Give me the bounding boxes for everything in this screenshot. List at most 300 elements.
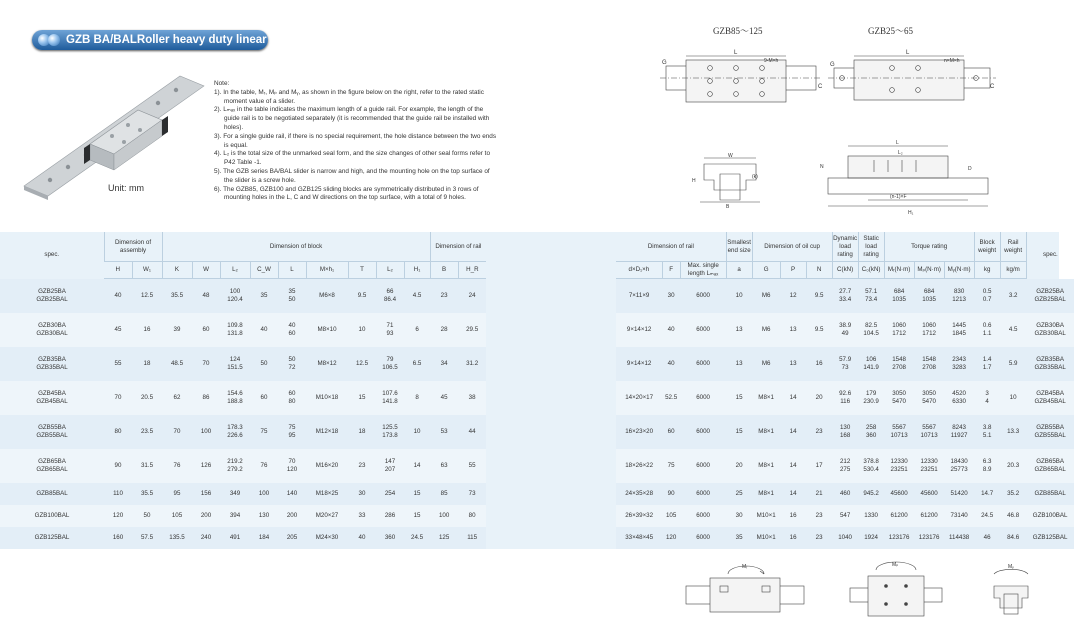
cell-value: 14×20×17: [625, 393, 654, 401]
cell-value: 14: [789, 489, 797, 497]
cell-value: GZB30BA GZB30BAL: [1034, 321, 1066, 337]
table-cell-c0: [858, 505, 884, 527]
cell-value: 38: [468, 393, 476, 401]
table-cell-kgm: [1000, 381, 1026, 415]
table-cell-ddh: [616, 483, 662, 505]
cell-value: 286: [384, 511, 396, 519]
table-cell-w: [192, 313, 220, 347]
column-gap: [486, 381, 616, 415]
cell-value: 12330 23251: [890, 457, 908, 473]
table-cell-w: [192, 527, 220, 549]
table-cell-p: [780, 279, 806, 313]
table-cell-p: [780, 505, 806, 527]
table-cell-k: [162, 415, 192, 449]
cell-value: 140: [286, 489, 298, 497]
cell-value: 3.8 5.1: [982, 423, 992, 439]
table-cell-h: [104, 505, 132, 527]
table-cell-h1: [404, 505, 430, 527]
cell-value: 20.5: [140, 393, 154, 401]
table-cell-l2b: [376, 505, 404, 527]
table-cell-kgm: [1000, 279, 1026, 313]
table-cell-l: [278, 415, 306, 449]
table-cell-mr: [884, 527, 914, 549]
table-cell-h: [104, 279, 132, 313]
col-group-torque: Torque rating: [884, 232, 974, 262]
cell-value: GZB45BA GZB45BAL: [1034, 389, 1066, 405]
cell-value: 8243 11927: [950, 423, 968, 439]
cell-value: 90: [114, 461, 122, 469]
table-cell-h: [104, 483, 132, 505]
notes-block: [214, 80, 498, 203]
table-cell-l2b: [376, 527, 404, 549]
cell-value: 254: [384, 489, 396, 497]
table-row: [0, 347, 1074, 381]
cell-value: 9×14×12: [626, 359, 652, 367]
col-header-spec: spec.: [44, 251, 60, 259]
table-cell-cw: [250, 505, 278, 527]
cell-value: 55: [468, 461, 476, 469]
table-cell-mr: [884, 415, 914, 449]
table-cell-mh: [306, 381, 348, 415]
cell-value: 107.6 141.8: [382, 389, 398, 405]
table-cell-kg: [974, 505, 1000, 527]
table-cell-mr: [884, 381, 914, 415]
cell-value: 35.5: [140, 489, 154, 497]
col-header: L₂: [220, 262, 250, 279]
table-cell-w1: [132, 483, 162, 505]
cell-value: 35.2: [1007, 489, 1020, 497]
cell-value: GZB65BA GZB65BAL: [36, 457, 68, 473]
table-cell-spec: [0, 347, 104, 381]
cell-value: 1060 1712: [892, 321, 906, 337]
cell-value: 13: [789, 359, 797, 367]
table-cell-mp: [914, 527, 944, 549]
col-header: K: [162, 262, 192, 279]
cell-value: M8×1: [758, 489, 774, 497]
table-cell-h: [104, 381, 132, 415]
table-cell-b: [430, 279, 458, 313]
cell-value: 23: [815, 427, 823, 435]
table-cell-cw: [250, 381, 278, 415]
col-header: N: [806, 262, 832, 279]
cell-value: 6000: [696, 461, 710, 469]
cell-value: GZB125BAL: [1032, 533, 1068, 541]
cell-value: 12330 23251: [920, 457, 938, 473]
cell-value: 123176: [888, 533, 910, 541]
table-cell-mp: [914, 505, 944, 527]
moment-yaw-drawing: [986, 560, 1036, 622]
cell-value: 85: [440, 489, 448, 497]
table-cell-l: [278, 505, 306, 527]
cell-value: 360: [384, 533, 396, 541]
moment-label: Mₚ: [892, 562, 899, 568]
table-cell-my: [944, 313, 974, 347]
table-cell-p: [780, 347, 806, 381]
dim-label: L: [896, 140, 899, 146]
cell-value: 5.9: [1008, 359, 1018, 367]
table-cell-kg: [974, 527, 1000, 549]
cell-value: 18: [358, 427, 366, 435]
cell-value: 15: [413, 511, 421, 519]
table-cell-l: [278, 347, 306, 381]
cell-value: 100 120.4: [227, 287, 243, 303]
cell-value: 6000: [696, 511, 710, 519]
cell-value: 12: [789, 291, 797, 299]
table-cell-w1: [132, 505, 162, 527]
col-header: Mᵧ(N·m): [944, 262, 974, 279]
cell-value: GZB25BA GZB25BAL: [1034, 287, 1066, 303]
table-cell-kgm: [1000, 415, 1026, 449]
cell-value: M8×1: [758, 427, 774, 435]
cell-value: 27.7 33.4: [839, 287, 852, 303]
table-cell-l2: [220, 347, 250, 381]
table-row: [0, 415, 1074, 449]
cell-value: 15: [735, 427, 743, 435]
cell-value: 18430 25773: [950, 457, 968, 473]
cell-value: 10: [735, 291, 743, 299]
table-cell-p: [780, 381, 806, 415]
table-cell-c0: [858, 381, 884, 415]
cell-value: 46: [983, 533, 991, 541]
column-gap: [486, 347, 616, 381]
table-cell-kg: [974, 381, 1000, 415]
table-cell-b: [430, 505, 458, 527]
col-header: M×h₁: [306, 262, 348, 279]
table-cell-cw: [250, 279, 278, 313]
table-cell-mr: [884, 505, 914, 527]
table-cell-n: [806, 313, 832, 347]
table-cell-h: [104, 449, 132, 483]
table-cell-w1: [132, 347, 162, 381]
table-cell-cw: [250, 527, 278, 549]
table-cell-kg: [974, 313, 1000, 347]
table-cell-kg: [974, 483, 1000, 505]
dim-label: L: [906, 50, 910, 56]
cell-value: 40: [667, 325, 675, 333]
table-cell-h1: [404, 347, 430, 381]
cell-value: 9.5: [814, 291, 824, 299]
table-cell-w1: [132, 449, 162, 483]
table-cell-c: [832, 279, 858, 313]
table-cell-h1: [404, 483, 430, 505]
cell-value: M10×1: [756, 511, 776, 519]
col-header: W: [192, 262, 220, 279]
table-cell-l: [278, 279, 306, 313]
cell-value: 5567 10713: [890, 423, 908, 439]
cell-value: 44: [468, 427, 476, 435]
col-header: F: [662, 262, 680, 279]
table-cell-a: [726, 279, 752, 313]
table-cell-t: [348, 381, 376, 415]
cell-value: GZB85BAL: [1034, 489, 1066, 497]
table-cell-c0: [858, 279, 884, 313]
cell-value: GZB85BAL: [36, 489, 68, 497]
col-group-smallest: Smallest end size: [726, 232, 752, 262]
cell-value: 57.1 73.4: [865, 287, 878, 303]
cell-value: 45: [114, 325, 122, 333]
cell-value: 1.4 1.7: [982, 355, 992, 371]
table-cell-hr: [458, 381, 486, 415]
table-cell-spec2: [1026, 483, 1074, 505]
table-cell-my: [944, 381, 974, 415]
cell-value: 40: [260, 325, 268, 333]
cell-value: 258 360: [865, 423, 877, 439]
cell-value: 16: [815, 359, 823, 367]
cell-value: 40: [358, 533, 366, 541]
table-cell-mp: [914, 279, 944, 313]
cell-value: 120: [665, 533, 677, 541]
col-header: H₁: [404, 262, 430, 279]
dim-label: C: [990, 84, 995, 90]
table-cell-c: [832, 347, 858, 381]
table-cell-k: [162, 505, 192, 527]
table-cell-kgm: [1000, 505, 1026, 527]
table-cell-h: [104, 347, 132, 381]
table-cell-l2b: [376, 483, 404, 505]
cell-value: 33×48×45: [625, 533, 654, 541]
cell-value: 7×11×9: [628, 291, 650, 299]
table-cell-f: [662, 313, 680, 347]
cell-value: 13: [735, 325, 743, 333]
cell-value: 60: [260, 393, 268, 401]
table-cell-w: [192, 279, 220, 313]
table-cell-n: [806, 279, 832, 313]
cell-value: 105: [665, 511, 677, 519]
cell-value: 14: [413, 461, 421, 469]
col-header: H_R: [458, 262, 486, 279]
cell-value: M6: [761, 325, 771, 333]
table-cell-my: [944, 449, 974, 483]
table-cell-a: [726, 449, 752, 483]
col-header: Mₚ(N·m): [914, 262, 944, 279]
linear-guide-photo: [20, 58, 208, 198]
table-cell-t: [348, 279, 376, 313]
table-cell-mr: [884, 313, 914, 347]
cell-value: M20×27: [315, 511, 339, 519]
dim-label: G: [830, 62, 835, 68]
table-cell-mr: [884, 347, 914, 381]
cell-value: 13.3: [1007, 427, 1020, 435]
cell-value: 12.5: [355, 359, 369, 367]
cell-value: 90: [667, 489, 675, 497]
column-gap: [486, 313, 616, 347]
table-cell-spec: [0, 415, 104, 449]
cell-value: 62: [173, 393, 181, 401]
col-group-rail-weight: Rail weight: [1000, 232, 1026, 262]
table-cell-c0: [858, 483, 884, 505]
cell-value: M8×12: [317, 359, 337, 367]
cell-value: 9.5: [814, 325, 824, 333]
table-cell-spec2: [1026, 381, 1074, 415]
table-cell-g: [752, 527, 780, 549]
cell-value: 14.7: [981, 489, 994, 497]
table-cell-hr: [458, 347, 486, 381]
cell-value: 20: [735, 461, 743, 469]
table-cell-n: [806, 415, 832, 449]
table-cell-a: [726, 347, 752, 381]
table-row: [0, 505, 1074, 527]
cell-value: 491: [229, 533, 241, 541]
cell-value: 6.3 8.9: [982, 457, 992, 473]
dim-label: n×M×h: [944, 58, 960, 64]
cell-value: 100: [200, 427, 212, 435]
table-cell-n: [806, 527, 832, 549]
table-cell-h: [104, 313, 132, 347]
table-cell-w: [192, 381, 220, 415]
cell-value: 86: [202, 393, 210, 401]
cell-value: 123176: [918, 533, 940, 541]
col-group-rail: Dimension of rail: [430, 232, 486, 262]
cell-value: M6: [761, 359, 771, 367]
note-item: 2). Lₘₐₓ in the table indicates the maximum length of a guide rail. For example, the length of the guide rail is to be negotiated separately (it is recommended that the guide rail be installed with holes).: [214, 106, 490, 131]
cell-value: 23: [815, 533, 823, 541]
table-cell-mh: [306, 483, 348, 505]
table-cell-t: [348, 415, 376, 449]
col-header: Max. single length Lₘₐₓ: [680, 262, 726, 279]
col-header: a: [726, 262, 752, 279]
col-group-assembly: Dimension of assembly: [104, 232, 162, 262]
col-group-block-weight: Block weight: [974, 232, 1000, 262]
table-cell-k: [162, 483, 192, 505]
table-cell-f: [662, 449, 680, 483]
cell-value: 60 80: [288, 389, 296, 405]
table-cell-mh: [306, 347, 348, 381]
table-cell-k: [162, 313, 192, 347]
table-cell-kgm: [1000, 313, 1026, 347]
table-cell-k: [162, 279, 192, 313]
table-cell-ddh: [616, 347, 662, 381]
table-cell-l2: [220, 313, 250, 347]
cell-value: 70: [114, 393, 122, 401]
table-cell-h1: [404, 313, 430, 347]
table-cell-w: [192, 483, 220, 505]
table-cell-k: [162, 347, 192, 381]
column-gap: [486, 449, 616, 483]
cell-value: 80: [468, 511, 476, 519]
cell-value: 124 151.5: [227, 355, 243, 371]
table-cell-b: [430, 483, 458, 505]
cell-value: 76: [173, 461, 181, 469]
table-cell-h: [104, 415, 132, 449]
cell-value: 30: [735, 511, 743, 519]
table-cell-f: [662, 505, 680, 527]
cell-value: 70 120: [286, 457, 298, 473]
note-item: 6). The GZB85, GZB100 and GZB125 sliding blocks are symmetrically distributed in 3 rows of mounting holes in the L, C and W directions on the top surface, with a total of 9 holes.: [214, 185, 479, 202]
table-cell-lmax: [680, 483, 726, 505]
moment-label: Mᵧ: [1008, 564, 1014, 570]
table-cell-c: [832, 449, 858, 483]
dim-label: 9-M×h: [764, 58, 779, 64]
table-cell-c0: [858, 347, 884, 381]
dim-label: D: [968, 166, 972, 172]
cell-value: 349: [229, 489, 241, 497]
table-cell-g: [752, 449, 780, 483]
cell-value: M6×8: [319, 291, 335, 299]
cell-value: M6: [761, 291, 771, 299]
table-cell-lmax: [680, 347, 726, 381]
cell-value: GZB35BA GZB35BAL: [1034, 355, 1066, 371]
cell-value: 3 4: [985, 389, 989, 405]
table-cell-l: [278, 527, 306, 549]
cell-value: 35: [735, 533, 743, 541]
cell-value: 100: [258, 489, 270, 497]
section-title-text: GZB BA/BALRoller heavy duty linear guide: [66, 34, 267, 66]
cell-value: 184: [258, 533, 270, 541]
cell-value: 1060 1712: [922, 321, 936, 337]
cell-value: 48.5: [170, 359, 184, 367]
table-cell-spec: [0, 279, 104, 313]
cell-value: 130 168: [839, 423, 851, 439]
table-row: [0, 483, 1074, 505]
cell-value: 0.6 1.1: [982, 321, 992, 337]
cell-value: 50 72: [288, 355, 296, 371]
table-cell-mr: [884, 483, 914, 505]
table-cell-p: [780, 483, 806, 505]
table-cell-c: [832, 415, 858, 449]
cell-value: M10×1: [756, 533, 776, 541]
cell-value: GZB100BAL: [1032, 511, 1068, 519]
note-item: 4). L₂ is the total size of the unmarked seal form, and the size changes of other seal forms refer to P42 Table -1.: [214, 150, 490, 167]
cell-value: M8×1: [758, 461, 774, 469]
cell-value: 135.5: [169, 533, 185, 541]
cell-value: 30: [667, 291, 675, 299]
cell-value: 18: [143, 359, 151, 367]
cell-value: 29.5: [466, 325, 479, 333]
table-row: [0, 279, 1074, 313]
table-cell-hr: [458, 505, 486, 527]
table-cell-lmax: [680, 449, 726, 483]
cell-value: 0.5 0.7: [982, 287, 992, 303]
cell-value: 6000: [696, 359, 710, 367]
spec-table: [0, 232, 1074, 549]
table-cell-cw: [250, 347, 278, 381]
cell-value: 40 60: [288, 321, 296, 337]
dim-label: C: [818, 84, 823, 90]
table-cell-w: [192, 449, 220, 483]
table-cell-a: [726, 313, 752, 347]
table-cell-c: [832, 483, 858, 505]
cell-value: 1548 2708: [922, 355, 936, 371]
cell-value: 3.2: [1008, 291, 1018, 299]
cell-value: 45: [440, 393, 448, 401]
cell-value: 40: [667, 359, 675, 367]
cell-value: 1924: [864, 533, 878, 541]
cell-value: 50: [260, 359, 268, 367]
column-gap: [486, 527, 616, 549]
col-group-block: Dimension of block: [162, 232, 430, 262]
cell-value: 16: [789, 533, 797, 541]
table-cell-b: [430, 527, 458, 549]
cell-value: GZB55BA GZB55BAL: [36, 423, 68, 439]
cell-value: 52.5: [665, 393, 678, 401]
cell-value: 547: [839, 511, 851, 519]
table-cell-spec: [0, 505, 104, 527]
cell-value: GZB35BA GZB35BAL: [36, 355, 68, 371]
table-cell-hr: [458, 415, 486, 449]
cell-value: 125.5 173.8: [382, 423, 398, 439]
table-cell-mh: [306, 313, 348, 347]
moment-label: Mᵣ: [742, 564, 748, 570]
table-cell-kg: [974, 449, 1000, 483]
table-cell-p: [780, 313, 806, 347]
table-cell-spec2: [1026, 347, 1074, 381]
cell-value: 17: [815, 461, 823, 469]
table-row: [0, 381, 1074, 415]
table-cell-spec: [0, 483, 104, 505]
table-cell-mr: [884, 279, 914, 313]
cell-value: 24: [468, 291, 476, 299]
cell-value: 154.6 188.8: [227, 389, 243, 405]
